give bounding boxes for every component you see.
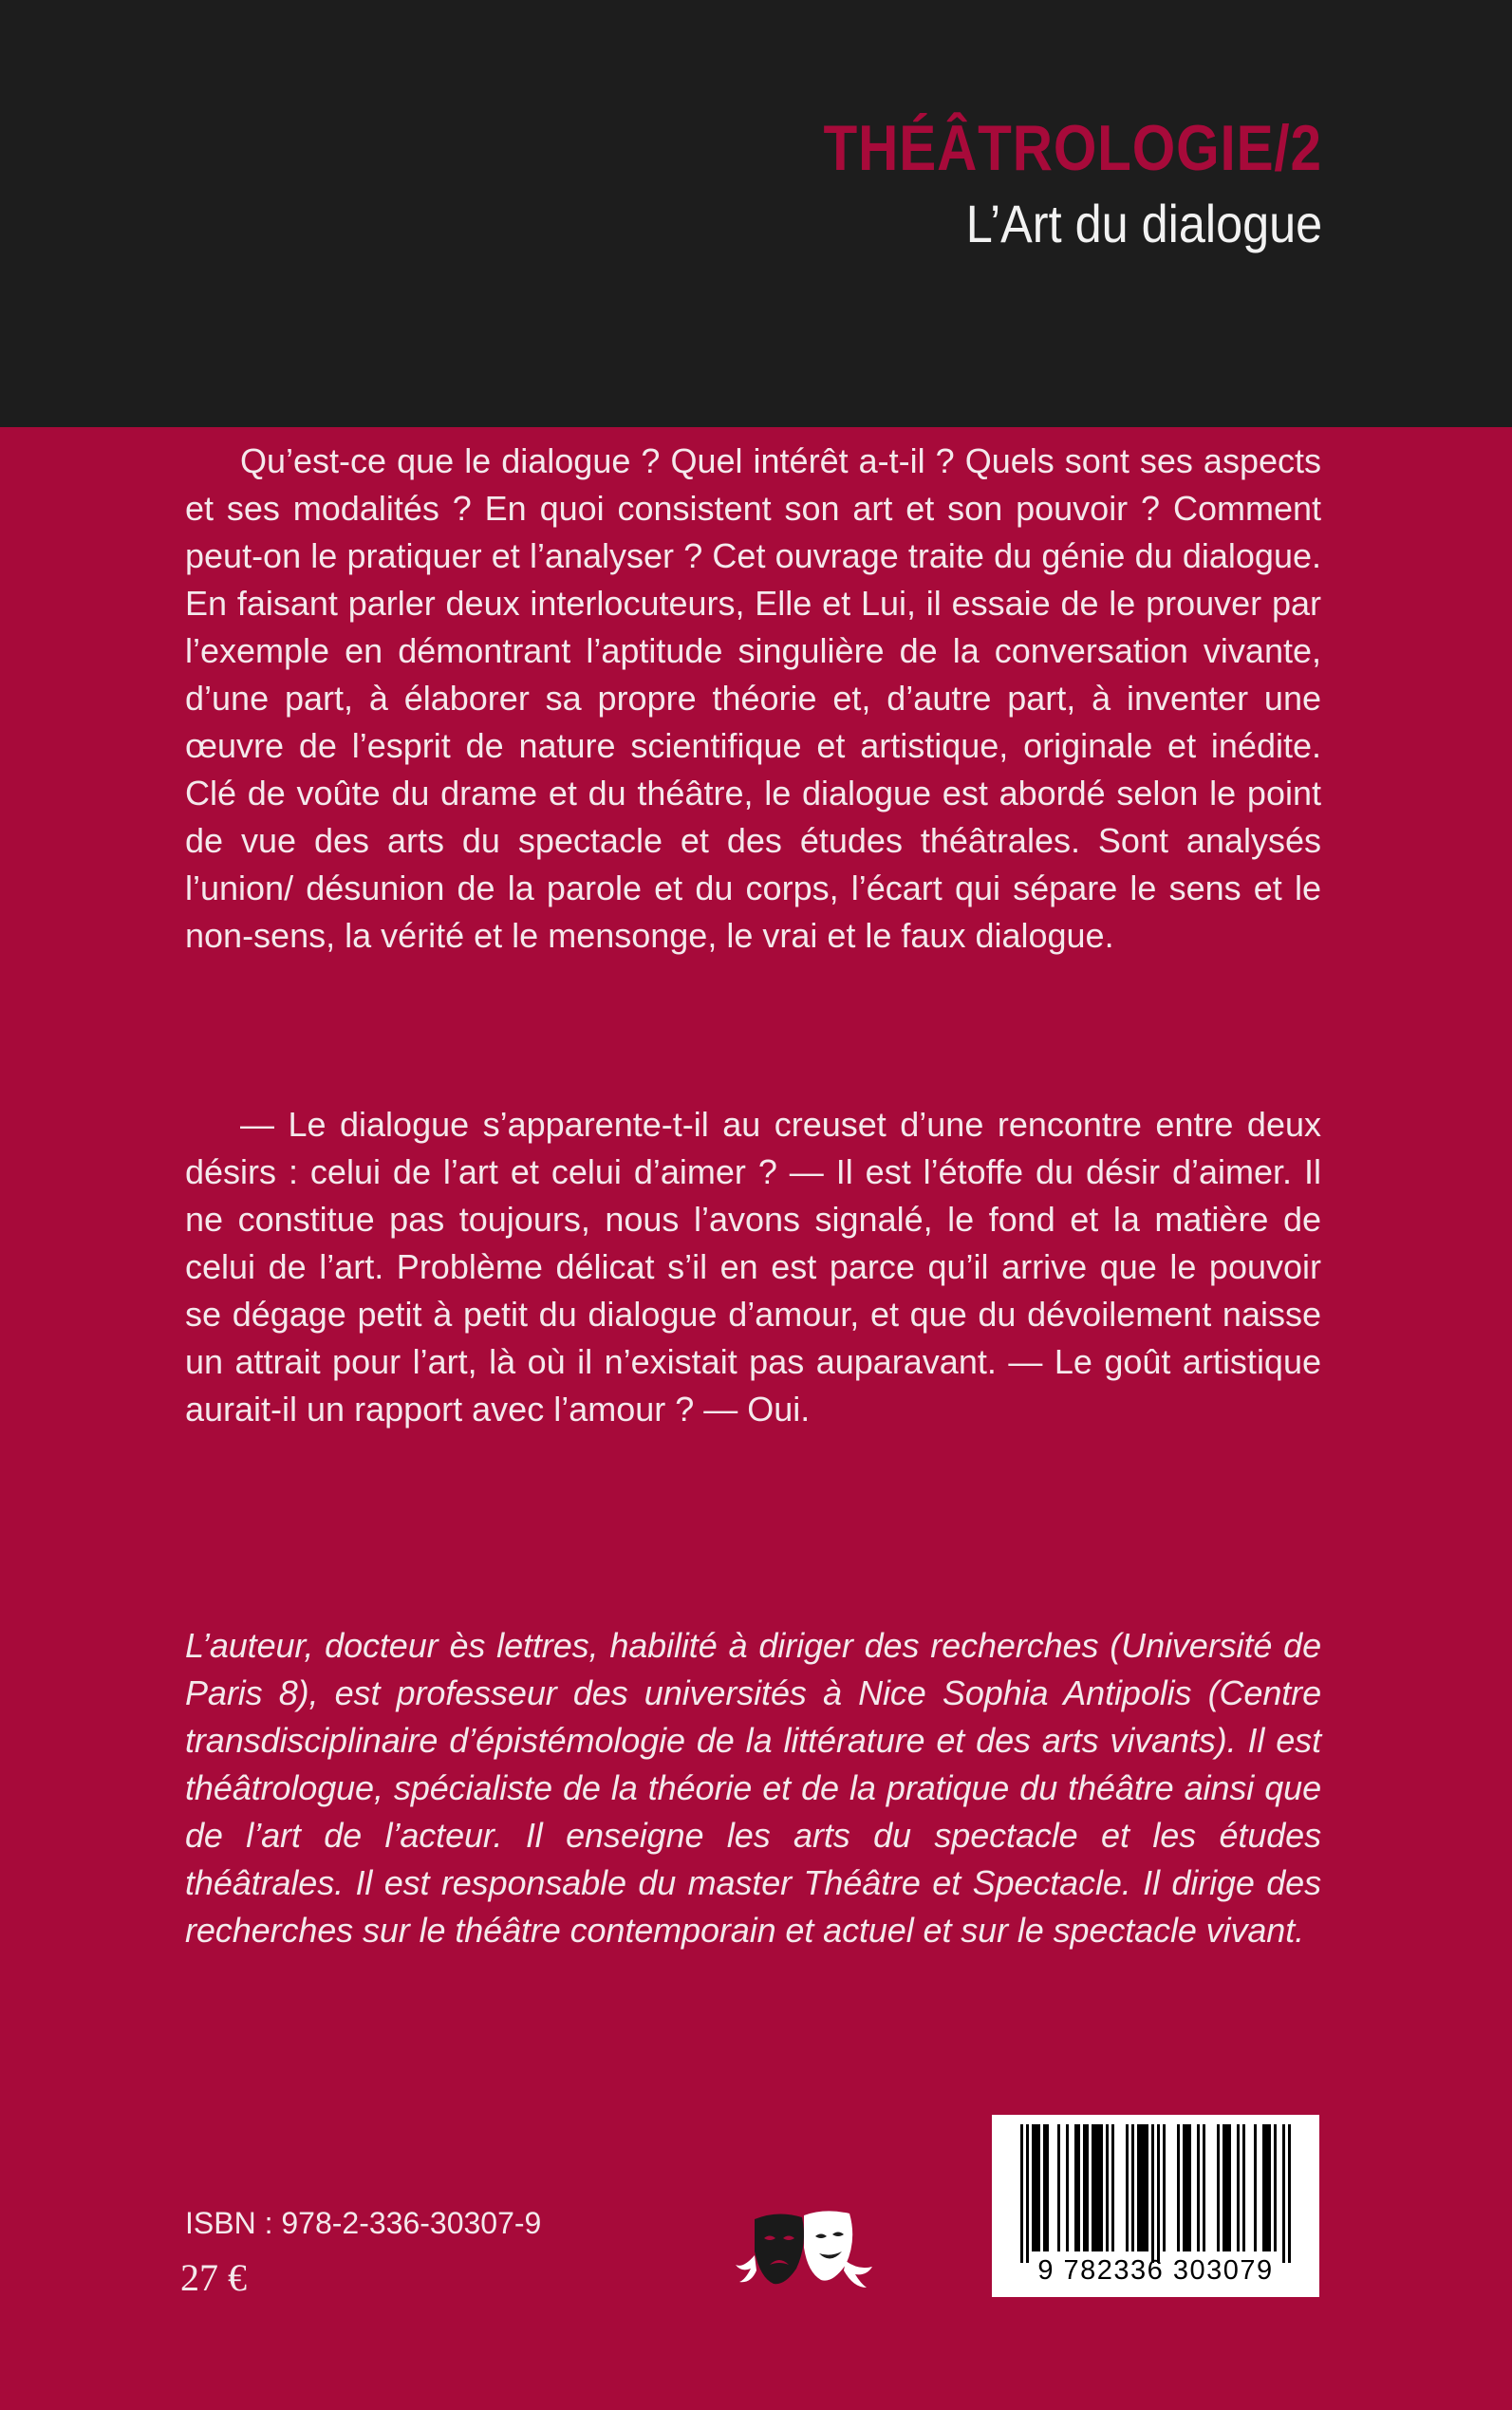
barcode-bar xyxy=(1026,2124,1029,2263)
barcode-bar xyxy=(1288,2124,1291,2263)
book-title: L’Art du dialogue xyxy=(965,194,1322,253)
barcode-bar xyxy=(1137,2124,1140,2251)
series-title: THÉÂTROLOGIE/2 xyxy=(823,112,1322,184)
barcode-bar xyxy=(1242,2124,1245,2251)
barcode-bar xyxy=(1140,2124,1143,2251)
barcode xyxy=(992,2115,1319,2297)
barcode-bar xyxy=(1197,2124,1200,2251)
barcode-bar xyxy=(1254,2124,1257,2251)
barcode-digits: 9 782336 303079 xyxy=(1037,2255,1274,2286)
barcode-bar xyxy=(1094,2124,1097,2251)
barcode-bar xyxy=(1043,2124,1046,2251)
barcode-bar xyxy=(1268,2124,1271,2251)
barcode-bar xyxy=(1143,2124,1146,2251)
theatre-masks-icon xyxy=(734,2202,876,2297)
header-band xyxy=(0,0,1512,427)
summary-paragraph: Qu’est-ce que le dialogue ? Quel intérêt a-t-il ? Quels sont ses aspects et ses modalités ? En quoi consistent son art et son pouvoir ? Comment peut-on le pratiquer et l’analyser ? Cet ouvrage traite du génie du dialogue. En faisant parler deux interlocuteurs, Elle et Lui, il essaie de le prouver par l’exemple en démontrant l’aptitude singulière de la conversation vivante, d’une part, à élaborer sa propre théorie et, d’autre part, à inventer une œuvre de l’esprit de nature scientifique et artistique, originale et inédite. Clé de voûte du drame et du théâtre, le dialogue est abordé selon le point de vue des arts du spectacle et des études théâtrales. Sont analysés l’union/ désunion de la parole et du corps, l’écart qui sépare le sens et le non-sens, la vérité et le mensonge, le vrai et le faux dialogue. xyxy=(185,441,1321,955)
barcode-bar xyxy=(1223,2124,1225,2251)
barcode-bar xyxy=(1228,2124,1231,2251)
isbn-label: ISBN : 978-2-336-30307-9 xyxy=(185,2206,542,2240)
barcode-bar xyxy=(1185,2124,1188,2251)
barcode-bar xyxy=(1077,2124,1080,2251)
barcode-bar xyxy=(1126,2124,1129,2251)
barcode-bar xyxy=(1131,2124,1134,2251)
barcode-bar xyxy=(1237,2124,1240,2251)
barcode-bar xyxy=(1046,2124,1049,2251)
barcode-bar xyxy=(1225,2124,1228,2251)
barcode-bar xyxy=(1057,2124,1060,2251)
barcode-bar xyxy=(1151,2124,1154,2263)
barcode-bar xyxy=(1092,2124,1094,2251)
barcode-bar xyxy=(1274,2124,1277,2251)
barcode-bar xyxy=(1037,2124,1040,2251)
price-label: 27 € xyxy=(180,2256,247,2299)
barcode-bar xyxy=(1111,2124,1114,2251)
barcode-bar xyxy=(1035,2124,1037,2251)
barcode-bar xyxy=(1188,2124,1191,2251)
barcode-bar xyxy=(1217,2124,1220,2251)
barcode-bar xyxy=(1157,2124,1160,2263)
barcode-bar xyxy=(1074,2124,1077,2251)
barcode-bar xyxy=(1032,2124,1035,2251)
dialogue-excerpt-paragraph: — Le dialogue s’apparente-t-il au creuset d’une rencontre entre deux désirs : celui de l’art et celui d’aimer ? — Il est l’étoffe du désir d’aimer. Il ne constitue pas toujours, nous l’avons signalé, le fond et la matière de celui de l’art. Problème délicat s’il en est parce qu’il arrive que le pouvoir se dégage petit à petit du dialogue d’amour, et que du dévoilement naisse un attrait pour l’art, là où il n’existait pas auparavant. — Le goût artistique aurait-il un rapport avec l’amour ? — Oui. xyxy=(185,1105,1321,1429)
barcode-bar xyxy=(1262,2124,1265,2251)
author-bio-paragraph: L’auteur, docteur ès lettres, habilité à diriger des recherches (Université de Paris 8), est professeur des universités à Nice Sophia Antipolis (Centre transdisciplinaire d’épistémologie de la littérature et des arts vivants). Il est théâtrologue, spécialiste de la théorie et de la pratique du théâtre ainsi que de l’art de l’acteur. Il enseigne les arts du spectacle et les études théâtrales. Il est responsable du master Théâtre et Spectacle. Il dirige des recherches sur le théâtre contemporain et actuel et sur le spectacle vivant. xyxy=(185,1626,1321,1950)
barcode-bar xyxy=(1020,2124,1023,2263)
barcode-bar xyxy=(1282,2124,1285,2263)
barcode-bar xyxy=(1100,2124,1103,2251)
barcode-bar xyxy=(1066,2124,1069,2251)
barcode-bar xyxy=(1083,2124,1086,2251)
barcode-bar xyxy=(1203,2124,1205,2251)
barcode-bar xyxy=(1265,2124,1268,2251)
barcode-bar xyxy=(1146,2124,1148,2251)
barcode-bar xyxy=(1177,2124,1180,2251)
barcode-bar xyxy=(1086,2124,1089,2251)
barcode-bar xyxy=(1106,2124,1109,2251)
barcode-bar xyxy=(1163,2124,1166,2251)
barcode-bar xyxy=(1183,2124,1185,2251)
barcode-bar xyxy=(1097,2124,1100,2251)
